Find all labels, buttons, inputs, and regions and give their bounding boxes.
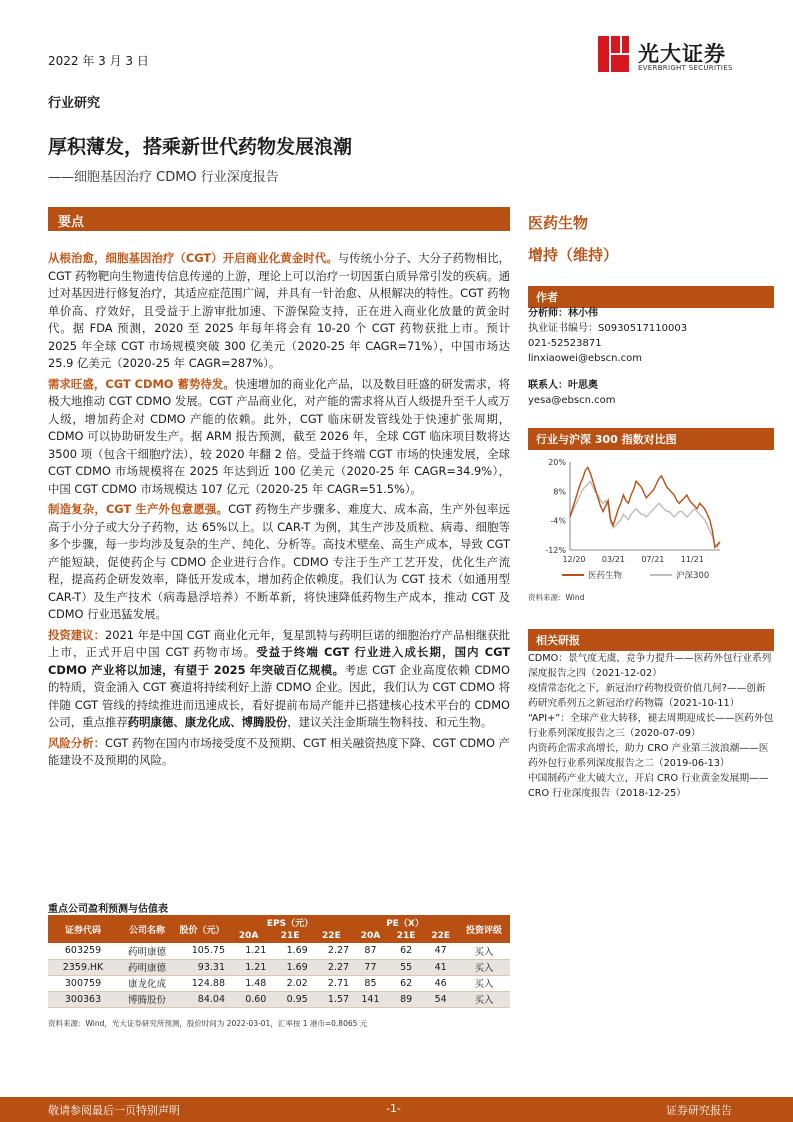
cell-pe: 46 <box>423 975 458 991</box>
cell-pe: 62 <box>389 943 424 959</box>
cell-name: 药明康德 <box>118 959 176 975</box>
analyst-license: 执业证书编号：S0930517110003 <box>528 323 688 334</box>
cell-rating: 买入 <box>458 975 510 991</box>
cell-eps: 0.60 <box>228 991 269 1007</box>
cell-pe: 87 <box>352 943 389 959</box>
paragraph-investment <box>48 627 510 732</box>
series-line <box>570 468 720 548</box>
cell-eps: 0.95 <box>269 991 310 1007</box>
cell-pe: 41 <box>423 959 458 975</box>
cell-eps: 1.57 <box>311 991 352 1007</box>
cell-pe: 54 <box>423 991 458 1007</box>
cell-code: 2359.HK <box>48 959 118 975</box>
cell-code: 300759 <box>48 975 118 991</box>
cell-price: 124.88 <box>176 975 228 991</box>
y-tick-label: 20% <box>548 458 566 467</box>
cell-eps: 1.69 <box>269 959 310 975</box>
cell-rating: 买入 <box>458 943 510 959</box>
report-title: 厚积薄发，搭乘新世代药物发展浪潮 <box>48 136 353 158</box>
cell-eps: 2.71 <box>311 975 352 991</box>
recommended-companies: 药明康德、康龙化成、博腾股份 <box>127 715 288 729</box>
footer-disclaimer: 敬请参阅最后一页特别声明 <box>48 1104 180 1117</box>
paragraph-lead: 从根治愈，细胞基因治疗（CGT）开启商业化黄金时代。 <box>48 251 338 265</box>
brand-logo <box>598 36 748 80</box>
sector-rating: 增持（维持） <box>528 246 619 264</box>
y-tick-label: -4% <box>550 516 566 526</box>
report-link[interactable]: 内资药企需求高增长，助力 CRO 产业第三波浪潮——医药外包行业系列深度报告之二（2019-06-13） <box>528 743 769 769</box>
cell-code: 300363 <box>48 991 118 1007</box>
x-tick-label: 07/21 <box>641 555 665 564</box>
y-tick-label: 8% <box>553 487 566 497</box>
index-comparison-chart <box>528 452 774 592</box>
col-header-year: 21E <box>269 929 310 943</box>
report-subtitle: ——细胞基因治疗 CDMO 行业深度报告 <box>48 170 279 185</box>
cell-eps: 2.27 <box>311 959 352 975</box>
cell-pe: 77 <box>352 959 389 975</box>
x-tick-label: 03/21 <box>601 555 625 564</box>
sector-name: 医药生物 <box>528 214 589 232</box>
y-tick-label: -12% <box>545 546 566 555</box>
paragraph-lead: 投资建议： <box>48 627 105 642</box>
report-link[interactable]: CDMO：景气度无虞，竞争力提升——医药外包行业系列深度报告之四（2021-12-02） <box>528 653 772 679</box>
table-row <box>48 959 510 975</box>
col-header-code: 证券代码 <box>48 915 118 943</box>
paragraph-emphasis: 受益于终端 CGT 行业进入成长期，国内 CGT CDMO 产业将以加速，有望于 2025 年突破百亿规模。 <box>48 645 510 677</box>
paragraph-text: 考虑 CGT 企业高度依赖 CDMO 的特质，资金涌入 CGT 赛道将持续利好上游 CDMO 企业。因此，我们认为 CGT CDMO 将伴随 CGT 管线的持续推进而迅速成长，看好提前布局产能并已搭建核心技术平台的 CDMO 公司，重点推荐 <box>48 662 510 729</box>
report-date: 2022 年 3 月 3 日 <box>48 54 149 68</box>
paragraph-lead: 制造复杂，CGT 生产外包意愿强。 <box>48 502 229 516</box>
cell-eps: 1.48 <box>228 975 269 991</box>
cell-price: 105.75 <box>176 943 228 959</box>
contact-name: 联系人：叶思奥 <box>528 380 598 391</box>
cell-rating: 买入 <box>458 959 510 975</box>
key-points-heading: 要点 <box>48 207 510 231</box>
table-note: 资料来源：Wind，光大证券研究所预测，股价时间为 2022-03-01，汇率按 1 港币=0.8065 元 <box>48 1019 368 1028</box>
contact-email: yesa@ebscn.com <box>528 395 616 406</box>
chart-source: 资料来源：Wind <box>528 593 585 602</box>
paragraph-demand <box>48 376 510 499</box>
cell-name: 博腾股份 <box>118 991 176 1007</box>
col-header-name: 公司名称 <box>118 915 176 943</box>
paragraph-text: 2021 年是中国 CGT 商业化元年，复星凯特与药明巨诺的细胞治疗产品相继获批上市，正式开启中国 CGT 药物市场。 <box>48 627 510 659</box>
related-reports-list <box>528 651 774 801</box>
cell-price: 84.04 <box>176 991 228 1007</box>
col-header-year: 22E <box>423 929 458 943</box>
logo-name-cn: 光大证券 <box>638 42 726 66</box>
paragraph-text: ，建议关注金斯瑞生物科技、和元生物。 <box>287 715 493 729</box>
cell-eps: 2.02 <box>269 975 310 991</box>
report-link[interactable]: 中国制药产业大破大立，开启 CRO 行业黄金发展期——CRO 行业深度报告（2018-12-25） <box>528 773 769 799</box>
footer-report-type: 证券研究报告 <box>666 1104 732 1117</box>
cell-name: 药明康德 <box>118 943 176 959</box>
analyst-email: linxiaowei@ebscn.com <box>528 353 643 364</box>
paragraph-manufacturing <box>48 501 510 624</box>
cell-rating: 买入 <box>458 991 510 1007</box>
report-link[interactable]: “API+”：全球产业大转移，褪去周期迎成长——医药外包行业系列深度报告之三（2020-07-09） <box>528 713 774 739</box>
col-header-year: 22E <box>311 929 352 943</box>
col-header-rating: 投资评级 <box>458 915 510 943</box>
cell-pe: 85 <box>352 975 389 991</box>
related-reports-heading: 相关研报 <box>528 629 774 651</box>
cell-eps: 1.21 <box>228 959 269 975</box>
table-row <box>48 975 510 991</box>
report-link[interactable]: 疫情常态化之下，新冠治疗药物投资价值几何?——创新药研究系列五之新冠治疗药物篇（2021-10-11） <box>528 683 766 709</box>
cell-eps: 2.27 <box>311 943 352 959</box>
report-category: 行业研究 <box>48 96 101 111</box>
paragraph-cgt <box>48 250 510 373</box>
table-row <box>48 943 510 959</box>
paragraph-risk <box>48 735 510 770</box>
col-header-eps: EPS（元） <box>228 915 352 929</box>
x-tick-label: 11/21 <box>680 555 704 564</box>
legend-label: 医药生物 <box>588 571 623 581</box>
cell-pe: 141 <box>352 991 389 1007</box>
paragraph-text: 快速增加的商业化产品，以及数目旺盛的研发需求，将极大地推动 CGT CDMO 发展。CGT 产品商业化，对产能的需求将从百人级提升至千人或万人级，增加药企对 CDMO 产能的依赖。此外，CGT 临床研发管线处于快速扩张周期，CDMO 可以协助研发生产。据 ARM 报告预测，截至 2026 年，全球 CGT 临床项目数将达 3500 项（包含干细胞疗法），较 2020 年翻 2 倍。受益于终端 CGT 市场的快速发展，全球 CGT CDMO 市场规模将在 2025 年达到近 100 亿美元（2020-25 年 CAGR=34.9%），中国 CGT CDMO 市场规模达 107 亿元（2020-25 年 CAGR=51.5%）。 <box>48 376 510 496</box>
paragraph-text: CGT 药物在国内市场接受度不及预期、CGT 相关融资热度下降、CGT CDMO 产能建设不及预期的风险。 <box>48 735 510 767</box>
legend-label: 沪深300 <box>676 571 710 581</box>
cell-price: 93.31 <box>176 959 228 975</box>
cell-pe: 62 <box>389 975 424 991</box>
col-header-year: 20A <box>352 929 389 943</box>
col-header-year: 21E <box>389 929 424 943</box>
paragraph-lead: 需求旺盛，CGT CDMO 蓄势待发。 <box>48 376 235 391</box>
table-title: 重点公司盈利预测与估值表 <box>48 904 168 915</box>
cell-pe: 89 <box>389 991 424 1007</box>
cell-pe: 47 <box>423 943 458 959</box>
cell-eps: 1.69 <box>269 943 310 959</box>
everbright-logo-icon <box>598 36 632 72</box>
footer-bar <box>0 1097 793 1122</box>
col-header-price: 股价（元） <box>176 915 228 943</box>
cell-eps: 1.21 <box>228 943 269 959</box>
page-number: -1- <box>386 1102 401 1115</box>
analyst-name: 分析师：林小伟 <box>528 308 598 319</box>
col-header-year: 20A <box>228 929 269 943</box>
paragraph-text: 与传统小分子、大分子药物相比，CGT 药物靶向生物遗传信息传递的上游，理论上可以治疗一切因蛋白质异常引发的疾病。通过对基因进行修复治疗，其适应症范围广阔，并具有一针治愈、从根解决的特性。CGT 药物单价高、疗效好，且受益于上游审批加速、下游保险支持，正在进入商业化放量的黄金时代。据 FDA 预测，2020 至 2025 年每年将会有 10-20 个 CGT 药物获批上市。预计 2025 年全球 CGT 市场规模突破 300 亿美元（2020-25 年 CAGR=71%），中国市场达 25.9 亿美元（2020-25 年 CAGR=287%）。 <box>48 251 510 370</box>
valuation-table <box>48 915 510 1008</box>
table-row <box>48 991 510 1007</box>
series-line <box>570 481 720 547</box>
cell-code: 603259 <box>48 943 118 959</box>
cell-name: 康龙化成 <box>118 975 176 991</box>
chart-heading: 行业与沪深 300 指数对比图 <box>528 428 774 450</box>
paragraph-lead: 风险分析： <box>48 735 105 750</box>
logo-name-en: EVERBRIGHT SECURITIES <box>638 64 733 72</box>
paragraph-text: CGT 药物生产步骤多、难度大、成本高，生产外包率远高于小分子或大分子药物，达 65%以上。以 CAR-T 为例，其生产涉及质粒、病毒、细胞等多个步骤，每一步均涉及复杂的生产、纯化、分析等。高技术壁垒、高生产成本，导致 CGT 产能短缺，促使药企与 CDMO 企业进行合作。CDMO 专注于生产工艺开发，优化生产流程，提高药企研发效率，降低开发成本，增加药企依赖度。我们认为 CGT 技术（如通用型 CAR-T）及生产技术（病毒悬浮培养）不断革新，将快速降低药物生产成本，推动 CGT 及 CDMO 行业迅猛发展。 <box>48 502 510 621</box>
col-header-pe: PE（X） <box>352 915 458 929</box>
main-body <box>48 250 510 773</box>
x-tick-label: 12/20 <box>562 555 586 564</box>
author-heading: 作者 <box>528 286 774 308</box>
cell-pe: 55 <box>389 959 424 975</box>
analyst-phone: 021-52523871 <box>528 338 602 349</box>
